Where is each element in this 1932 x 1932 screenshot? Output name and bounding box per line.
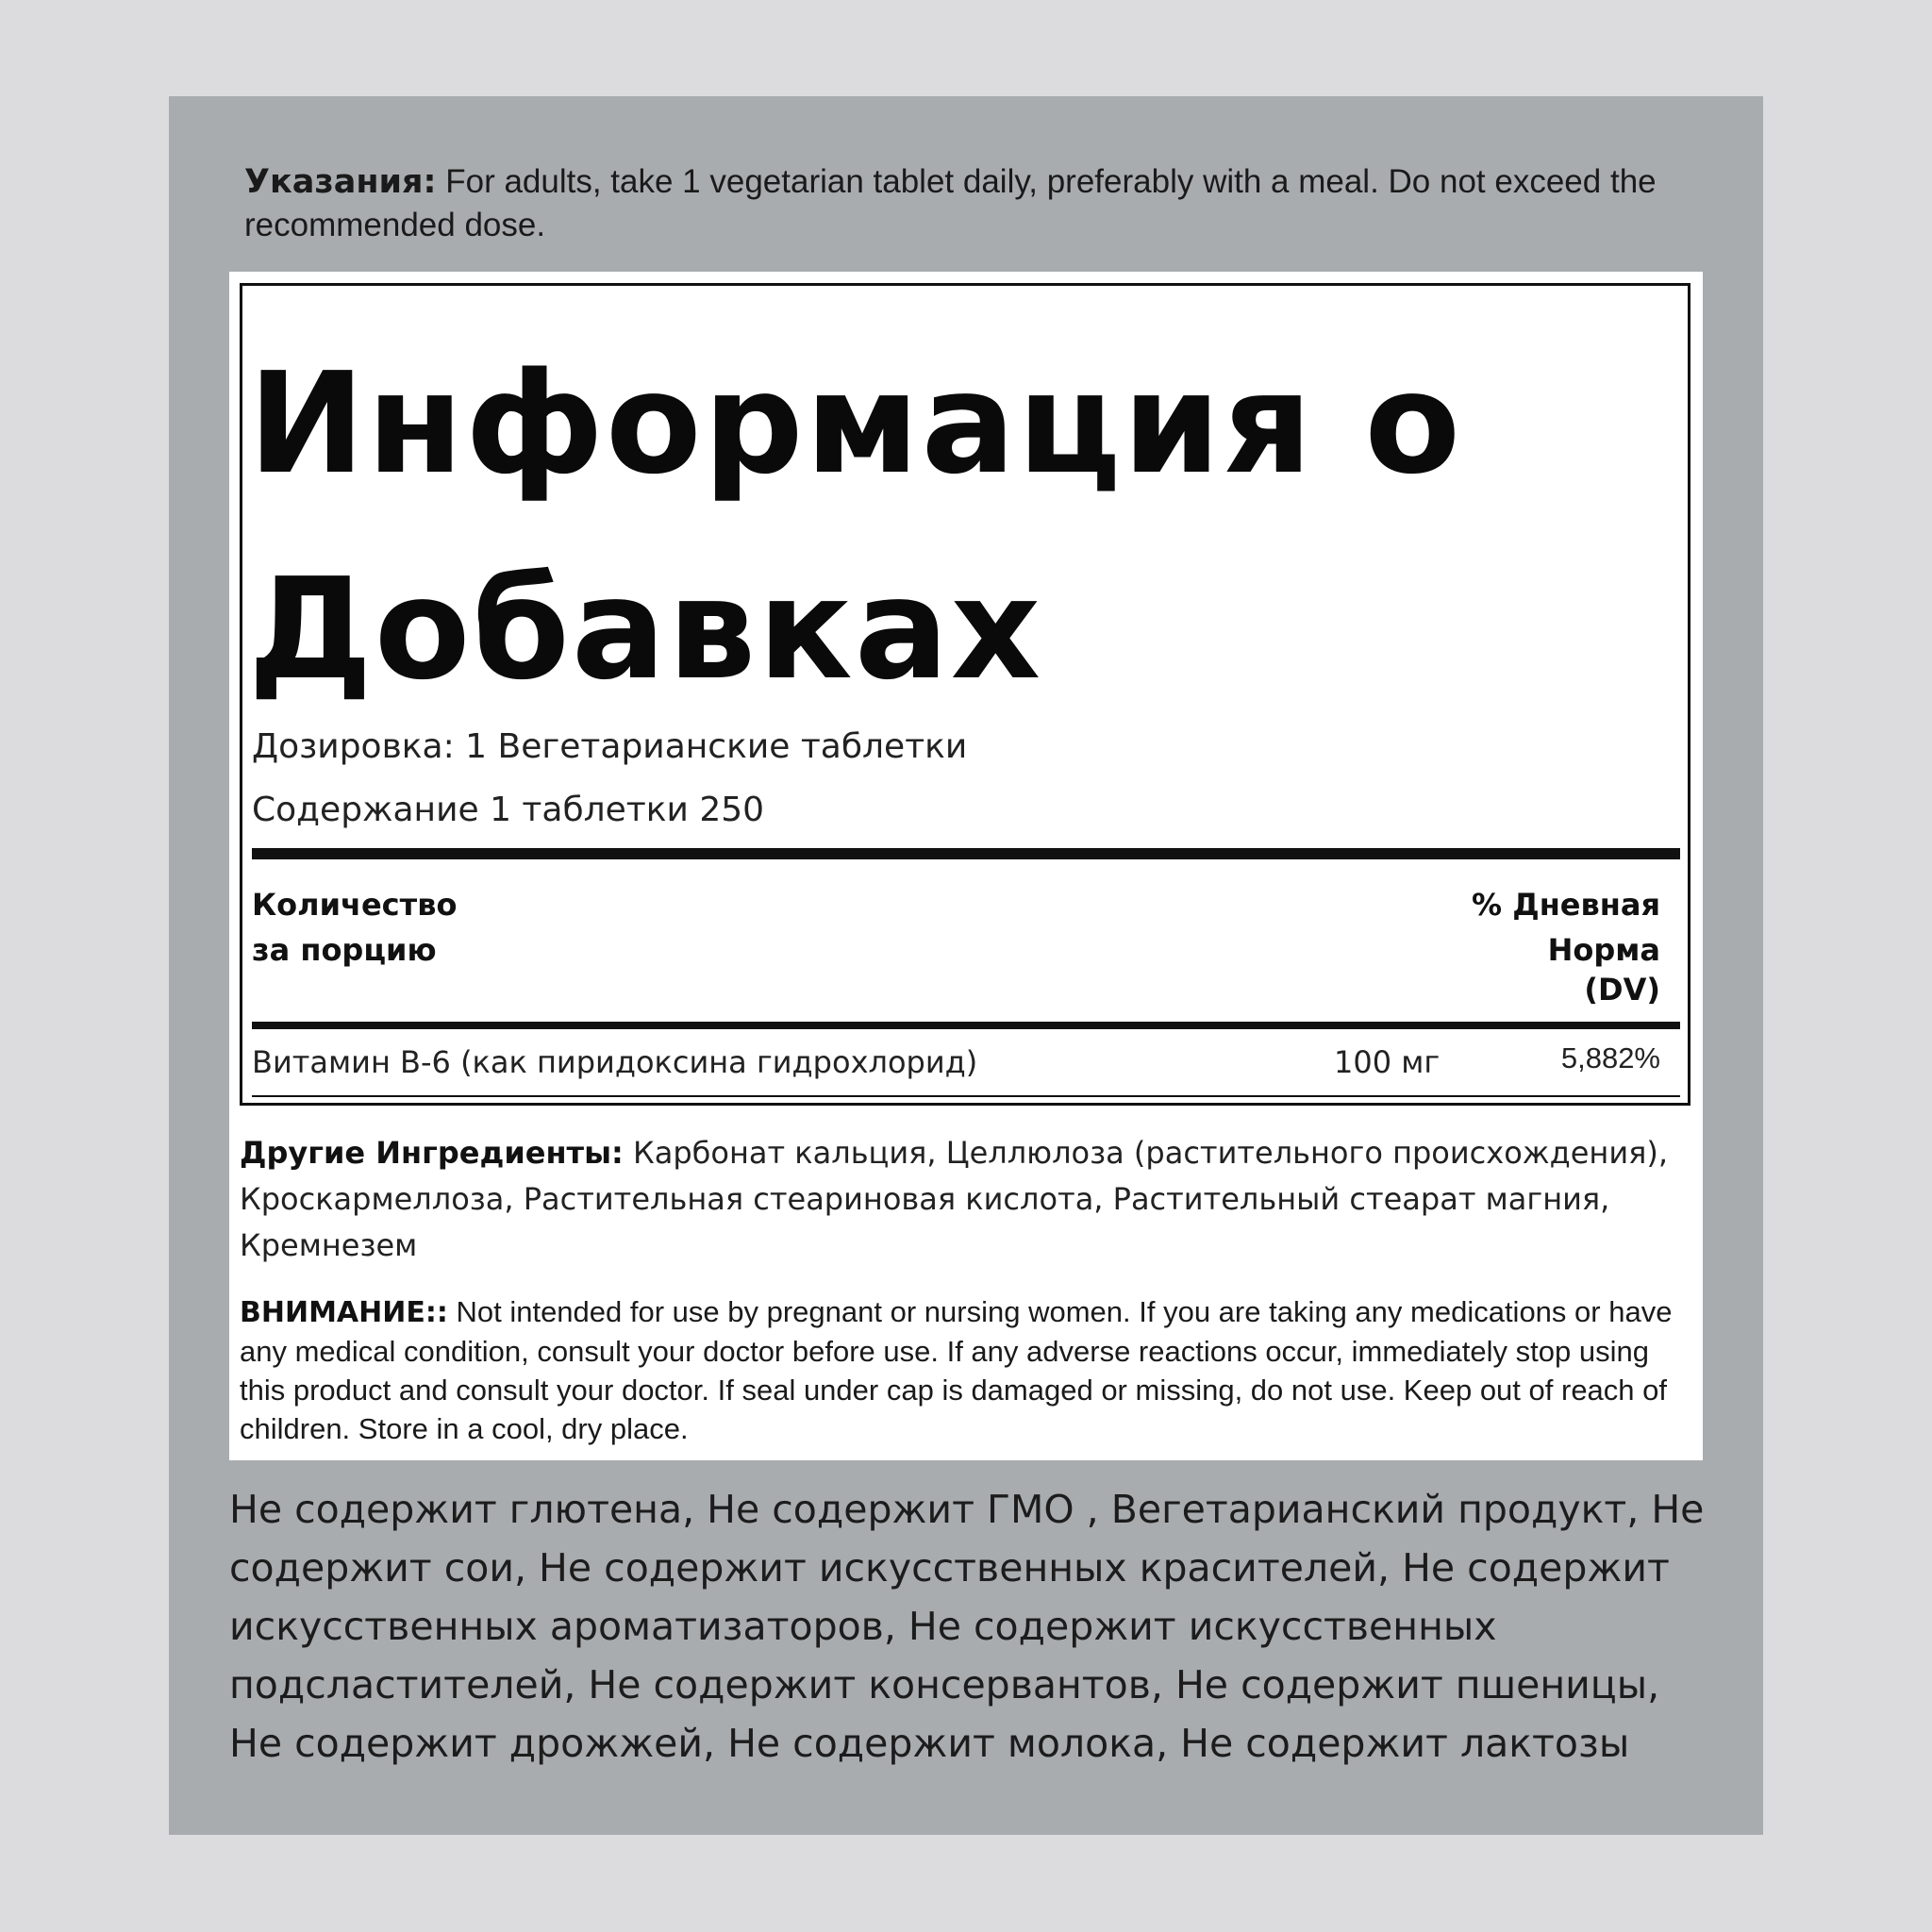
thick-divider bbox=[252, 848, 1680, 859]
serving-size: Дозировка: 1 Вегетарианские таблетки bbox=[252, 727, 968, 766]
other-ingredients-label: Другие Ингредиенты: bbox=[240, 1135, 624, 1171]
dv-header-line2: Норма bbox=[1547, 932, 1660, 968]
dv-header-line3: (DV) bbox=[1584, 972, 1660, 1008]
directions-text bbox=[244, 160, 1659, 247]
nutrient-amount: 100 мг bbox=[1334, 1044, 1441, 1080]
row-divider bbox=[252, 1095, 1680, 1097]
warning-label: ВНИМАНИЕ:: bbox=[240, 1296, 448, 1329]
free-from-claims: Не содержит глютена, Не содержит ГМО , Вегетарианский продукт, Не содержит сои, Не содержит искусственных красителей, Не содержит искусственных ароматизаторов, Не содержит искусственных подсластителей, Не содержит консервантов, Не содержит пшеницы, Не содержит дрожжей, Не содержит молока, Не содержит лактозы bbox=[229, 1487, 1705, 1766]
directions-body: For adults, take 1 vegetarian tablet daily, preferably with a meal. Do not exceed the recommended dose. bbox=[244, 163, 1657, 243]
dv-header-line1: % Дневная bbox=[1471, 887, 1660, 923]
directions-label: Указания: bbox=[244, 163, 437, 201]
header-divider bbox=[252, 1022, 1680, 1029]
amount-header-line1: Количество bbox=[252, 887, 458, 923]
supplement-facts-title: Информация о Добавках bbox=[248, 342, 1463, 710]
warning bbox=[240, 1292, 1697, 1448]
daily-value-header bbox=[1377, 882, 1660, 1007]
nutrient-name: Витамин B-6 (как пиридоксина гидрохлорид) bbox=[252, 1044, 978, 1080]
other-ingredients-text: Карбонат кальция, Целлюлоза (растительного происхождения), Кроскармеллоза, Растительная стеариновая кислота, Растительный стеарат магния, Кремнезем bbox=[240, 1135, 1669, 1263]
other-ingredients bbox=[240, 1130, 1692, 1269]
warning-text: Not intended for use by pregnant or nursing women. If you are taking any medications or have any medical condition, consult your doctor before use. If any adverse reactions occur, immediately stop using this product and consult your doctor. If seal under cap is damaged or missing, do not use. Keep out of reach of children. Store in a cool, dry place. bbox=[240, 1295, 1673, 1445]
nutrient-daily-value: 5,882% bbox=[1560, 1041, 1660, 1074]
servings-per-container: Содержание 1 таблетки 250 bbox=[252, 791, 765, 829]
amount-per-serving-header bbox=[252, 882, 629, 973]
amount-header-line2: за порцию bbox=[252, 932, 437, 968]
